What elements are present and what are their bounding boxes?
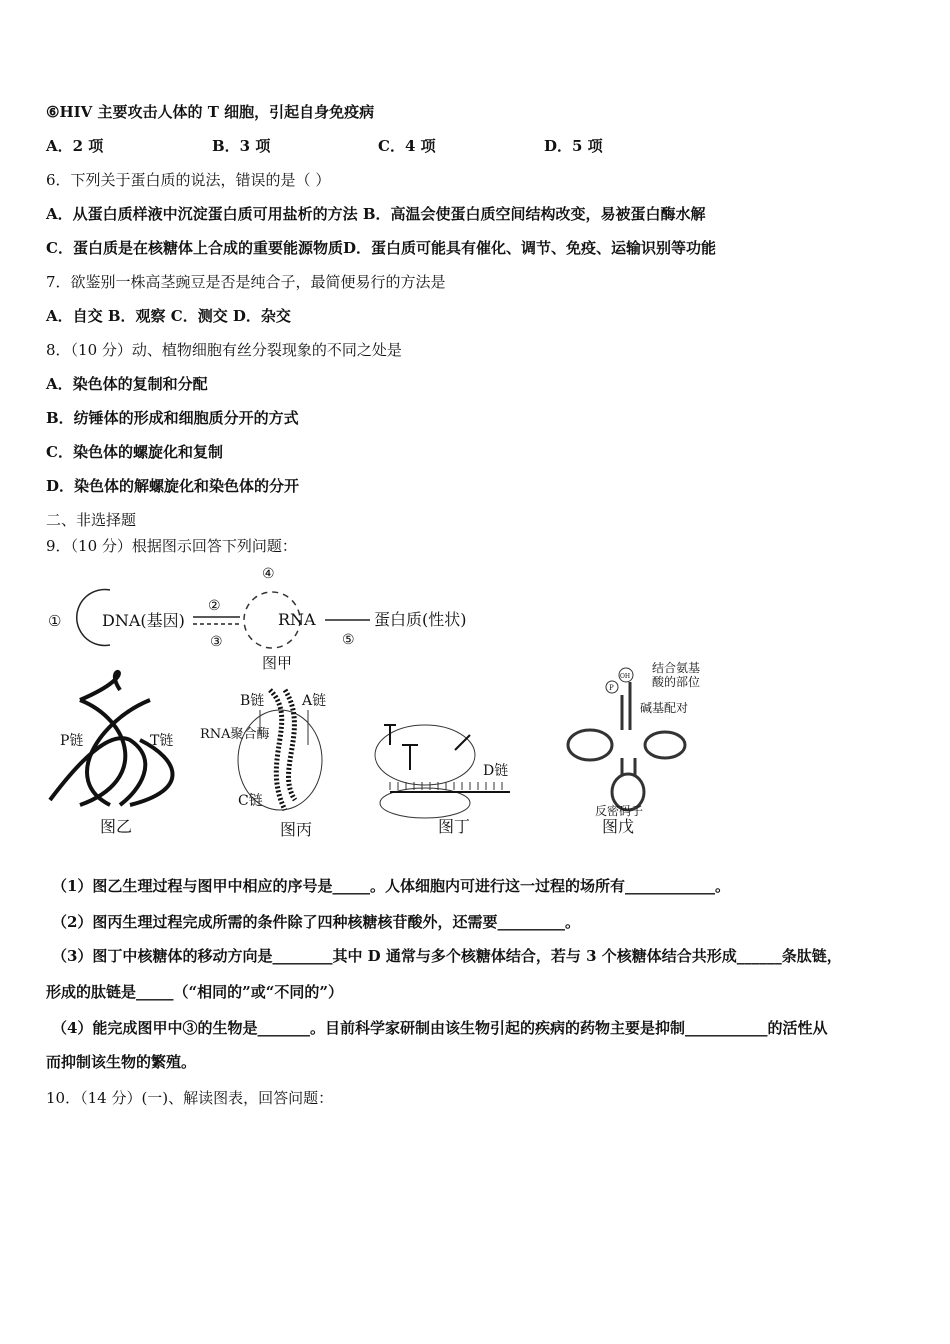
aa-site-label-2: 酸的部位 [652, 675, 701, 689]
caption-yi: 图乙 [100, 817, 133, 836]
label-1: ① [48, 612, 62, 630]
q7-stem: 7．欲鉴别一株高茎豌豆是否是纯合子，最简便易行的方法是 [46, 273, 446, 291]
q9-sub4-line1: （4）能完成图甲中③的生物是_______。目前科学家研制由该生物引起的疾病的药物主要是抑制___________的活性从 [52, 1019, 828, 1037]
c-chain-label: C链 [238, 793, 263, 809]
t-chain-label: T链 [150, 733, 174, 749]
label-3: ③ [210, 634, 223, 650]
caption-bing: 图丙 [280, 820, 313, 839]
option-d: D．5 项 [544, 137, 603, 155]
oh-label: OH [620, 673, 631, 680]
q9-sub3-line1: （3）图丁中核糖体的移动方向是________其中 D 通常与多个核糖体结合，若与 3 个核糖体结合共形成______条肽链， [52, 947, 842, 965]
q8-option-d: D．染色体的解螺旋化和染色体的分开 [46, 477, 300, 495]
base-pair-label: 碱基配对 [640, 701, 689, 715]
q6-line1: A．从蛋白质样液中沉淀蛋白质可用盐析的方法 B．高温会使蛋白质空间结构改变，易被蛋白酶水解 [46, 205, 706, 223]
option-b: B．3 项 [212, 137, 271, 155]
dna-label: DNA(基因) [102, 611, 185, 630]
q8-option-a: A．染色体的复制和分配 [46, 375, 208, 393]
section-heading: 二、非选择题 [46, 511, 137, 529]
anticodon-label: 反密码子 [595, 804, 644, 818]
q9-stem: 9．（10 分）根据图示回答下列问题： [46, 537, 297, 555]
a-chain-label: A链 [302, 693, 327, 709]
figure-ding [375, 725, 510, 836]
figure-bing [200, 690, 326, 839]
label-2: ② [208, 598, 221, 614]
caption-wu: 图戊 [602, 817, 635, 836]
d-chain-label: D链 [483, 763, 509, 779]
caption-ding: 图丁 [438, 817, 471, 836]
protein-label: 蛋白质(性状) [374, 610, 467, 629]
q9-sub3-line2: 形成的肽链是_____（“相同的”或“不同的”） [46, 983, 344, 1001]
p-chain-label: P链 [60, 733, 84, 749]
q9-figure [40, 560, 740, 845]
q7-options: A．自交 B．观察 C．测交 D．杂交 [46, 307, 291, 325]
label-4: ④ [262, 566, 275, 582]
q6-stem: 6．下列关于蛋白质的说法，错误的是（ ） [46, 171, 331, 189]
q9-sub4-line2: 而抑制该生物的繁殖。 [46, 1053, 197, 1071]
q8-option-c: C．染色体的螺旋化和复制 [46, 443, 223, 461]
rna-polymerase-label: RNA聚合酶 [200, 727, 270, 742]
q9-sub2: （2）图丙生理过程完成所需的条件除了四种核糖核苷酸外，还需要_________。 [52, 913, 580, 931]
figure-jia [48, 566, 467, 672]
figure-wu [568, 660, 700, 836]
q8-option-b: B．纺锤体的形成和细胞质分开的方式 [46, 409, 299, 427]
option-c: C．4 项 [378, 137, 436, 155]
q9-sub1: （1）图乙生理过程与图甲中相应的序号是_____。人体细胞内可进行这一过程的场所有____________。 [52, 877, 730, 895]
q5-item6: ⑥HIV 主要攻击人体的 T 细胞，引起自身免疫病 [46, 103, 375, 121]
q6-line2: C．蛋白质是在核糖体上合成的重要能源物质D．蛋白质可能具有催化、调节、免疫、运输识别等功能 [46, 239, 716, 257]
q8-stem: 8．（10 分）动、植物细胞有丝分裂现象的不同之处是 [46, 341, 402, 359]
label-5: ⑤ [342, 632, 355, 648]
p-label: P [609, 684, 614, 692]
q5-options [46, 136, 603, 156]
b-chain-label: B链 [240, 693, 265, 709]
rna-label: RNA [278, 610, 316, 629]
aa-site-label-1: 结合氨基 [652, 661, 701, 675]
figure-yi [50, 672, 173, 836]
option-a: A．2 项 [46, 137, 104, 155]
q10-stem: 10．（14 分）(一)、解读图表，回答问题： [46, 1089, 334, 1107]
caption-jia: 图甲 [262, 654, 293, 672]
